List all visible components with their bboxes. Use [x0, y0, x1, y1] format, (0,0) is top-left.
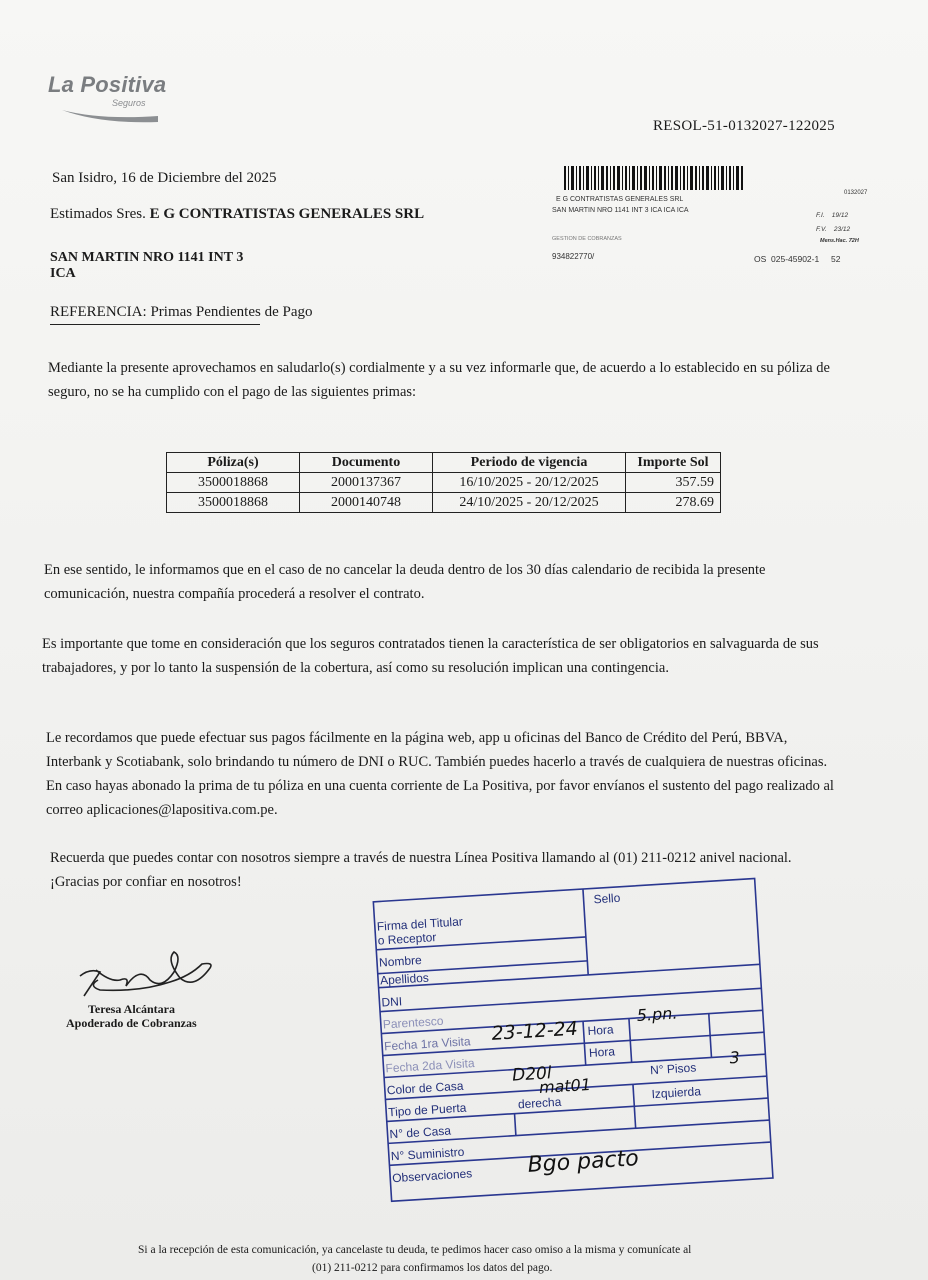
table-header-row — [167, 453, 721, 473]
handwritten-time: 5.pn. — [636, 1003, 678, 1025]
signer-name: Teresa Alcántara — [88, 1002, 175, 1016]
stamp-receptor-label: o Receptor — [377, 930, 437, 948]
salutation: Estimados Sres. — [50, 206, 146, 222]
policy-cell: 3500018868 — [167, 493, 300, 513]
reference-label: REFERENCIA: — [50, 304, 147, 320]
column-header: Póliza(s) — [167, 453, 300, 473]
label-os: OS 025-45902-1 52 — [754, 254, 841, 264]
stamp-pisos-label: N° Pisos — [649, 1060, 697, 1078]
stamp-dni-label: DNI — [381, 994, 403, 1010]
logo-subtitle: Seguros — [112, 98, 146, 108]
stamp-hora2-label: Hora — [588, 1044, 616, 1060]
handwritten-color2: mat01 — [538, 1074, 592, 1098]
stamp-observaciones-label: Observaciones — [391, 1166, 473, 1186]
stamp-puerta-label: Tipo de Puerta — [387, 1100, 467, 1120]
amount-cell: 357.59 — [626, 473, 721, 493]
label-fi: F.I. 19/12 — [816, 212, 849, 219]
footer-line2: (01) 211-0212 para confirmamos los datos del pago. — [312, 1262, 553, 1274]
delivery-stamp — [370, 856, 779, 1209]
company-logo: La Positiva — [48, 72, 167, 97]
salutation-line — [50, 206, 424, 223]
signer-role: Apoderado de Cobranzas — [66, 1016, 197, 1030]
reference-underline — [50, 324, 260, 325]
label-line2: SAN MARTIN NRO 1141 INT 3 ICA ICA ICA — [552, 207, 689, 214]
period-cell: 24/10/2025 - 20/12/2025 — [433, 493, 626, 513]
address-line1: SAN MARTIN NRO 1141 INT 3 — [50, 250, 244, 265]
paragraph-payment: Le recordamos que puede efectuar sus pagos fácilmente en la página web, app u oficinas del Banco de Crédito del Perú, BBVA, Interbank y Scotiabank, solo brindando tu número de DNI o RUC. También puedes hacerlo a través de cualquiera de nuestras oficinas. En caso hayas abonado la prima de tu póliza en una cuenta corriente de La Positiva, por favor envíanos el sustento del pago realizado al correo aplicaciones@lapositiva.com.pe. — [46, 730, 834, 818]
table-row — [167, 493, 721, 513]
reference-text: Primas Pendientes de Pago — [150, 304, 313, 320]
footer-line1: Si a la recepción de esta comunicación, ya cancelaste tu deuda, te pedimos hacer caso omiso a la misma y comunícate al — [138, 1244, 692, 1256]
stamp-izquierda-label: Izquierda — [651, 1084, 702, 1102]
stamp-fecha1-label: Fecha 1ra Visita — [383, 1034, 471, 1054]
table-row — [167, 473, 721, 493]
paragraph-intro: Mediante la presente aprovechamos en saludarlo(s) cordialmente y a su vez informarle que, de acuerdo a lo establecido en su póliza de seguro, no se ha cumplido con el pago de las siguientes primas: — [48, 360, 830, 400]
company-name: E G CONTRATISTAS GENERALES SRL — [149, 206, 425, 222]
column-header: Periodo de vigencia — [433, 453, 626, 473]
place-date: San Isidro, 16 de Diciembre del 2025 — [52, 170, 277, 186]
stamp-casa-label: N° de Casa — [389, 1123, 452, 1142]
label-id-number: 934822770/ — [552, 252, 595, 261]
handwritten-floors: 3 — [728, 1047, 741, 1068]
stamp-apellidos-label: Apellidos — [379, 970, 430, 988]
handwritten-date: 23-12-24 — [490, 1017, 579, 1045]
document-cell: 2000137367 — [300, 473, 433, 493]
column-header: Documento — [300, 453, 433, 473]
period-cell: 16/10/2025 - 20/12/2025 — [433, 473, 626, 493]
premiums-table — [166, 452, 721, 513]
stamp-color-label: Color de Casa — [386, 1078, 464, 1098]
handwritten-signature — [70, 946, 220, 1004]
stamp-derecha-label: derecha — [517, 1094, 562, 1112]
amount-cell: 278.69 — [626, 493, 721, 513]
label-line1: E G CONTRATISTAS GENERALES SRL — [556, 196, 684, 203]
column-header: Importe Sol — [626, 453, 721, 473]
handwritten-color: D20l — [511, 1063, 553, 1086]
paragraph-deadline: En ese sentido, le informamos que en el caso de no cancelar la deuda dentro de los 30 días calendario de recibida la presente comunicación, nuestra compañía procederá a resolver el contrato. — [44, 562, 766, 602]
logo-swoosh-icon — [60, 104, 160, 124]
address-line2: ICA — [50, 266, 76, 281]
stamp-suministro-label: N° Suministro — [390, 1144, 465, 1164]
handwritten-observation: Bgo pacto — [526, 1146, 640, 1178]
paragraph-contact: Recuerda que puedes contar con nosotros siempre a través de nuestra Línea Positiva llamando al (01) 211-0212 anivel nacional. ¡Gracias por confiar en nosotros! — [50, 850, 792, 890]
label-mens: Mens.Hac. 72H — [820, 238, 859, 244]
stamp-sello-label: Sello — [593, 890, 621, 907]
reference-line — [50, 304, 313, 321]
paragraph-importance: Es importante que tome en consideración que los seguros contratados tienen la característica de ser obligatorios en salvaguarda de sus trabajadores, y por lo tanto la suspensión de la cobertura, así como su resolución implican una contingencia. — [42, 636, 819, 676]
label-line3: GESTION DE COBRANZAS — [552, 236, 622, 242]
stamp-fecha2-label: Fecha 2da Visita — [385, 1055, 475, 1076]
resolution-code: RESOL-51-0132027-122025 — [653, 118, 835, 134]
policy-cell: 3500018868 — [167, 473, 300, 493]
label-code-small: 0132027 — [844, 190, 868, 196]
label-fv: F.V. 23/12 — [816, 226, 851, 233]
stamp-parentesco-label: Parentesco — [382, 1013, 444, 1032]
document-cell: 2000140748 — [300, 493, 433, 513]
stamp-hora1-label: Hora — [587, 1022, 615, 1038]
stamp-nombre-label: Nombre — [378, 953, 423, 970]
stamp-firma-label: Firma del Titular — [376, 914, 464, 934]
barcode-image — [564, 166, 744, 192]
